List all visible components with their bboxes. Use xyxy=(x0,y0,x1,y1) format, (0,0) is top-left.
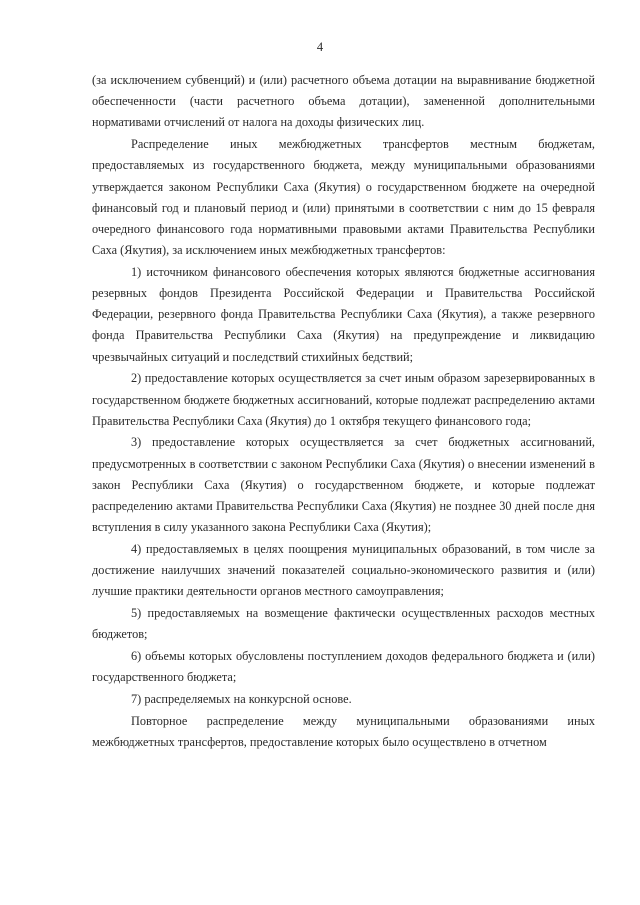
list-item-3: 3) предоставление которых осуществляется за счет бюджетных ассигнований, предусмотренных в соответствии с законом Республики Саха (Якутия) о внесении изменений в закон Республики Саха (Якутия) о государственном бюджете, и которые подлежат распределению актами Правительства Республики Саха (Якутия) не позднее 30 дней после дня вступления в силу указанного закона Республики Саха (Якутия); xyxy=(92,435,595,535)
list-item-4: 4) предоставляемых в целях поощрения муниципальных образований, в том числе за достижение наилучших значений показателей социально-экономического развития и (или) лучшие практики деятельности органов местного самоуправления; xyxy=(92,541,595,599)
list-item-2: 2) предоставление которых осуществляется за счет иным образом зарезервированных в государственном бюджете бюджетных ассигнований, которые подлежат распределению актами Правительства Республики Саха (Якутия) до 1 октября текущего финансового года; xyxy=(92,371,595,428)
paragraph-distribution: Распределение иных межбюджетных трансфертов местным бюджетам, предоставляемых из государственного бюджета, между муниципальными образованиями утверждается законом Республики Саха (Якутия) о государственном бюджете на очередной финансовый год и плановый период и (или) принятыми в соответствии с ним до 15 февраля очередного финансового года нормативными правовыми актами Правительства Республики Саха (Якутия), за исключением иных межбюджетных трансфертов: xyxy=(92,137,595,258)
page-number: 4 xyxy=(316,40,324,54)
list-item-7: 7) распределяемых на конкурсной основе. xyxy=(131,691,352,706)
paragraph-redistribution: Повторное распределение между муниципальными образованиями иных межбюджетных трансфертов, предоставление которых было осуществлено в отчетном xyxy=(92,713,595,749)
list-item-5: 5) предоставляемых на возмещение фактически осуществленных расходов местных бюджетов; xyxy=(92,606,595,642)
list-item-6: 6) объемы которых обусловлены поступлением доходов федерального бюджета и (или) государственного бюджета; xyxy=(92,648,595,685)
paragraph-continuation: (за исключением субвенций) и (или) расчетного объема дотации на выравнивание бюджетной обеспеченности (части расчетного объема дотации), замененной дополнительными нормативами отчислений от налога на доходы физических лиц. xyxy=(92,73,595,130)
list-item-1: 1) источником финансового обеспечения которых являются бюджетные ассигнования резервных фондов Президента Российской Федерации и Правительства Российской Федерации, резервного фонда Правительства Республики Саха (Якутия), а также резервного фонда Правительства Республики Саха (Якутия) на предупреждение и ликвидацию чрезвычайных ситуаций и последствий стихийных бедствий; xyxy=(92,264,595,364)
document-body xyxy=(92,70,595,754)
